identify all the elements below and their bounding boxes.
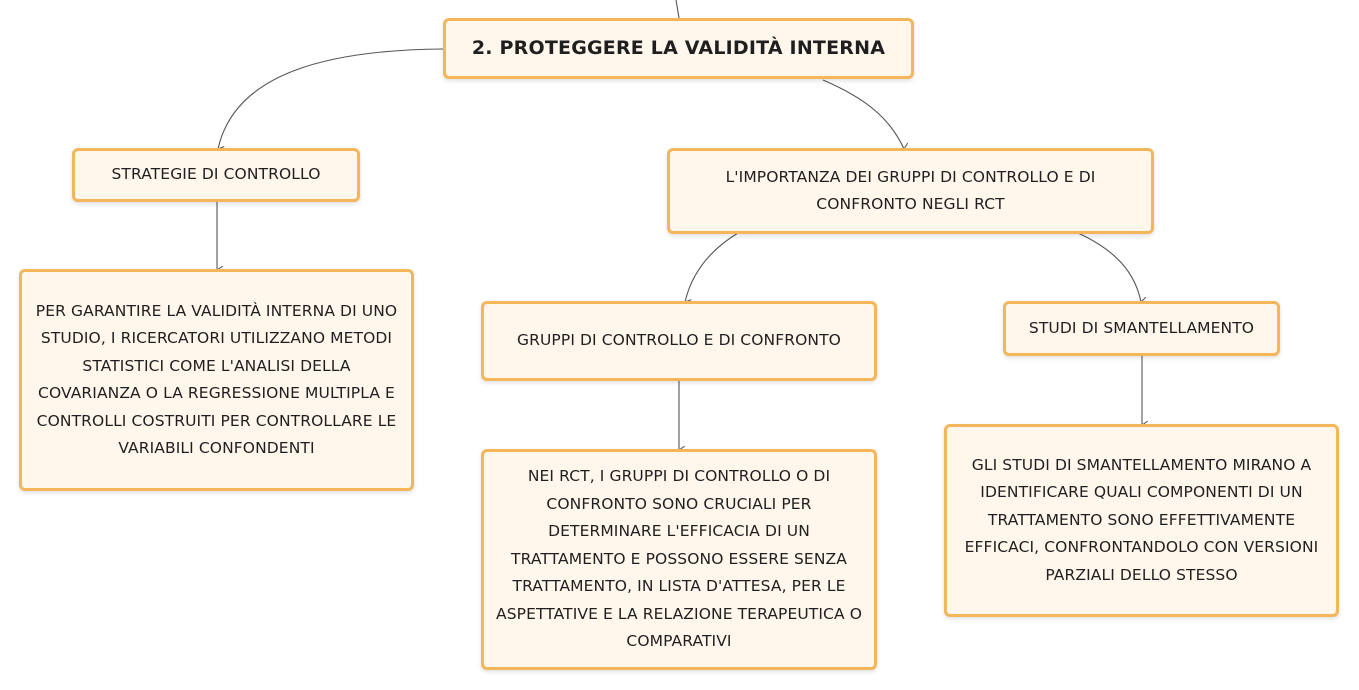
node-gruppi-detail-text: NEI RCT, I GRUPPI DI CONTROLLO O DI CONFRONTO SONO CRUCIALI PER DETERMINARE L'EFFICACIA DI UN TRATTAMENTO E POSSONO ESSERE SENZA TRATTAMENTO, IN LISTA D'ATTESA, PER LE ASPETTATIVE E LA RELAZIONE TERAPEUTICA O COMPARATIVI [496,467,862,651]
node-studi-di-smantellamento-label: STUDI DI SMANTELLAMENTO [1028,318,1255,337]
connector-root-to-importanza [823,80,904,149]
node-strategie-di-controllo[interactable] [72,148,360,202]
node-importanza-gruppi[interactable] [667,148,1154,234]
node-gruppi-di-controllo[interactable] [481,301,877,381]
node-gruppi-detail[interactable] [481,449,877,670]
node-gruppi-di-controllo-label: GRUPPI DI CONTROLLO E DI CONFRONTO [517,331,841,350]
connector-importanza-to-studi [1078,233,1141,302]
node-importanza-gruppi-label: L'IMPORTANZA DEI GRUPPI DI CONTROLLO E DI CONFRONTO NEGLI RCT [725,167,1096,213]
node-studi-detail[interactable] [944,424,1339,617]
connector-root-to-strategie [218,49,443,149]
node-strategie-di-controllo-label: STRATEGIE DI CONTROLLO [111,165,321,184]
node-studi-detail-text: GLI STUDI DI SMANTELLAMENTO MIRANO A IDENTIFICARE QUALI COMPONENTI DI UN TRATTAMENTO SONO EFFETTIVAMENTE EFFICACI, CONFRONTANDOLO CON VERSIONI PARZIALI DELLO STESSO [964,455,1319,584]
connector-incoming-root [676,0,679,18]
node-strategie-detail[interactable] [19,269,414,491]
root-node[interactable] [443,18,914,79]
root-node-label: 2. PROTEGGERE LA VALIDITÀ INTERNA [471,36,886,59]
connector-importanza-to-gruppi [685,233,738,302]
node-studi-di-smantellamento[interactable] [1003,301,1280,356]
node-strategie-detail-text: PER GARANTIRE LA VALIDITÀ INTERNA DI UNO STUDIO, I RICERCATORI UTILIZZANO METODI STATISTICI COME L'ANALISI DELLA COVARIANZA O LA REGRESSIONE MULTIPLA E CONTROLLI COSTRUITI PER CONTROLLARE LE VARIABILI CONFONDENTI [35,301,398,457]
